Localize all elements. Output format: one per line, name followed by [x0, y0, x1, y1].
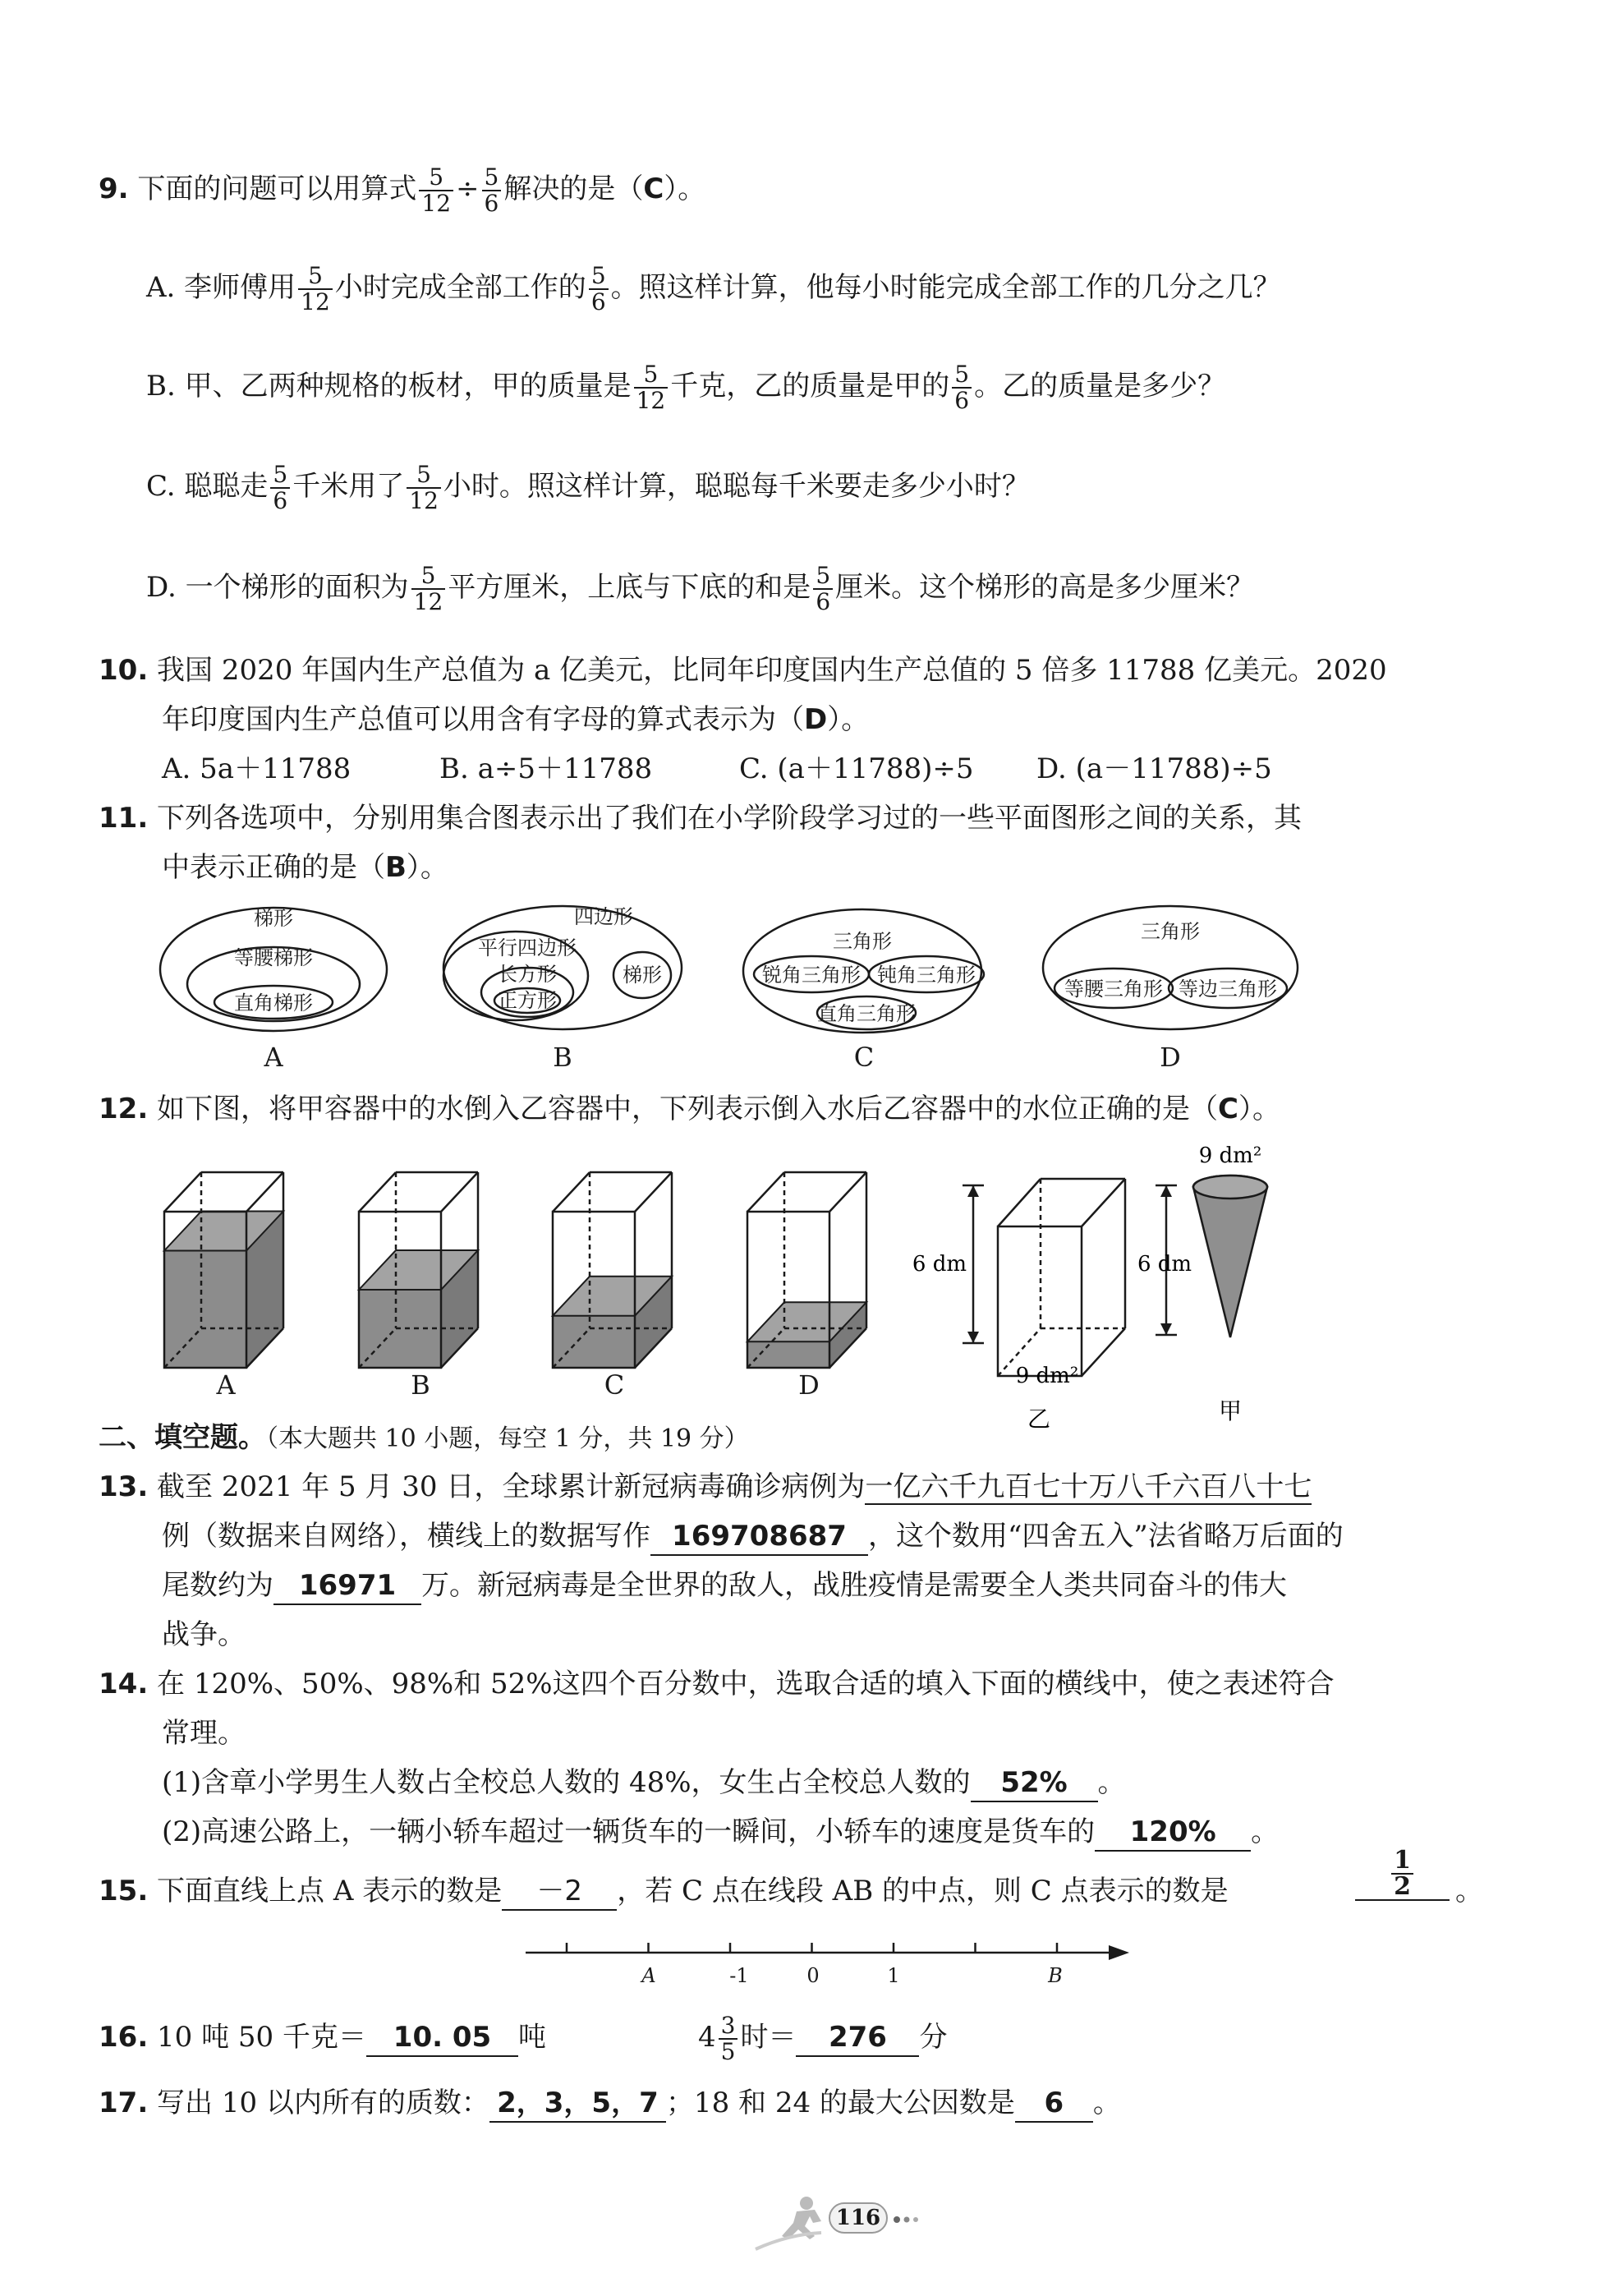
container-a: [164, 1172, 283, 1368]
page-number: 116: [835, 2206, 881, 2230]
svg-text:三角形: 三角形: [833, 930, 892, 953]
q10-answer: D: [804, 703, 828, 736]
svg-text:C: C: [853, 1042, 875, 1073]
container-c: [553, 1172, 672, 1368]
jia-height-label: 6 dm: [1137, 1252, 1192, 1277]
q10-line1: 10. 我国 2020 年国内生产总值为 a 亿美元，比同年印度国内生产总值的 5 倍多 11788 亿美元。2020: [99, 654, 1387, 687]
container-yi: [963, 1179, 1125, 1376]
svg-text:等腰三角形: 等腰三角形: [1064, 978, 1163, 1001]
jia-base-label: 9 dm²: [1198, 1143, 1262, 1168]
q10-line2: 年印度国内生产总值可以用含有字母的算式表示为（D）。: [162, 703, 870, 736]
container-d: [747, 1172, 866, 1368]
q16-part1: 16. 10 吨 50 千克＝ 10. 05 吨: [99, 2013, 546, 2062]
q11-venn-diagrams: [0, 895, 1599, 1084]
yi-label: 乙: [1027, 1406, 1051, 1433]
q17-blank-1: 2，3，5，7: [489, 2085, 666, 2123]
container-label-a: A: [216, 1369, 236, 1401]
q14-sub2: (2)高速公路上，一辆小轿车超过一辆货车的一瞬间，小轿车的速度是货车的 120% 。: [162, 1807, 1279, 1857]
q9-number: 9.: [99, 173, 129, 205]
q9-option-c: C. 聪聪走 $\frac{5}{6}$ 千米用了 $\frac{5}{12}$ 小时。照这样计算，聪聪每千米要走多少小时？: [146, 461, 1030, 514]
q15-number-line: [0, 1935, 1599, 2000]
q9-option-d: D. 一个梯形的面积为 $\frac{5}{12}$ 平方厘米，上底与下底的和是 $\frac{5}{6}$ 厘米。这个梯形的高是多少厘米？: [146, 562, 1255, 615]
q16-blank-2: 276: [796, 2019, 919, 2057]
q13-blank-2: 16971: [273, 1567, 421, 1605]
container-label-b: B: [411, 1369, 430, 1401]
q12-stem: 12. 如下图，将甲容器中的水倒入乙容器中，下列表示倒入水后乙容器中的水位正确的是（C）。: [99, 1093, 1280, 1125]
svg-text:平行四边形: 平行四边形: [478, 936, 577, 959]
tick-label-neg1: -1: [729, 1964, 749, 1987]
q9-option-a: A. 李师傅用 $\frac{5}{12}$ 小时完成全部工作的 $\frac{5}{6}$ 。照这样计算，他每小时能完成全部工作的几分之几？: [146, 262, 1281, 315]
runner-icon: [756, 2197, 821, 2249]
svg-text:等腰梯形: 等腰梯形: [234, 946, 313, 969]
tick-label-1: 1: [887, 1964, 900, 1987]
q17-stem: 17. 写出 10 以内所有的质数： 2，3，5，7 ；18 和 24 的最大公因数是 6 。: [99, 2078, 1121, 2128]
q9-stem: 9. 下面的问题可以用算式 $\frac{5}{12}$ ÷ $\frac{5}{6}$ 解决的是（C）。: [99, 163, 706, 217]
yi-height-label: 6 dm: [912, 1252, 967, 1277]
svg-text:四边形: 四边形: [574, 905, 633, 928]
page-number-badge: [739, 2185, 953, 2259]
q15-blank-2: $\frac{1}{2}$: [1355, 1848, 1450, 1901]
q11-line1: 11. 下列各选项中，分别用集合图表示出了我们在小学阶段学习过的一些平面图形之间的关系，其: [99, 802, 1303, 835]
svg-text:直角三角形: 直角三角形: [817, 1002, 916, 1025]
q13-underlined-number: 一亿六千九百七十万八千六百八十七: [865, 1470, 1312, 1503]
tick-label-0: 0: [806, 1964, 820, 1987]
q13-line2: 例（数据来自网络），横线上的数据写作 169708687 ，这个数用“四舍五入”法省略万后面的: [162, 1511, 1344, 1561]
q13-line1: 13. 截至 2021 年 5 月 30 日，全球累计新冠病毒确诊病例为一亿六千九百七十万八千六百八十七: [99, 1470, 1312, 1503]
q10-option-c: C. (a＋11788)÷5: [739, 752, 974, 785]
q11-answer: B: [385, 851, 407, 884]
container-label-c: C: [604, 1369, 625, 1401]
q14-sub1: (1)含章小学男生人数占全校总人数的 48%，女生占全校总人数的 52% 。: [162, 1758, 1126, 1807]
q12-answer: C: [1218, 1093, 1238, 1125]
q9-answer: C: [643, 173, 664, 205]
svg-text:长方形: 长方形: [498, 963, 557, 986]
q13-line4: 战争。: [162, 1618, 246, 1651]
q17-blank-2: 6: [1015, 2085, 1093, 2123]
q14-blank-1: 52%: [971, 1765, 1098, 1802]
svg-text:等边三角形: 等边三角形: [1179, 978, 1277, 1001]
svg-text:直角梯形: 直角梯形: [234, 992, 313, 1015]
q16-part2: 4 $\frac{3}{5}$ 时＝ 276 分: [698, 2012, 948, 2065]
q15-stem: 15. 下面直线上点 A 表示的数是 －2 ，若 C 点在线段 AB 的中点，则 C 点表示的数是: [99, 1866, 1229, 1916]
tick-label-b: B: [1048, 1964, 1063, 1987]
q10-option-b: B. a÷5＋11788: [439, 752, 653, 785]
container-label-d: D: [798, 1369, 820, 1401]
yi-base-label: 9 dm²: [1015, 1364, 1079, 1388]
svg-text:锐角三角形: 锐角三角形: [762, 964, 861, 987]
q10-option-a: A. 5a＋11788: [162, 752, 352, 785]
q11-line2: 中表示正确的是（B）。: [162, 851, 448, 884]
q14-line1: 14. 在 120%、50%、98%和 52%这四个百分数中，选取合适的填入下面的横线中，使之表述符合: [99, 1668, 1335, 1700]
svg-text:B: B: [553, 1042, 572, 1073]
svg-text:钝角三角形: 钝角三角形: [877, 964, 976, 987]
q14-line2: 常理。: [162, 1717, 246, 1750]
q16-blank-1: 10. 05: [366, 2019, 518, 2057]
svg-text:梯形: 梯形: [623, 964, 662, 987]
svg-text:正方形: 正方形: [498, 989, 557, 1012]
q13-line3: 尾数约为 16971 万。新冠病毒是全世界的敌人，战胜疫情是需要全人类共同奋斗的伟大: [162, 1561, 1287, 1610]
svg-text:A: A: [264, 1042, 283, 1073]
q9-option-b: B. 甲、乙两种规格的板材，甲的质量是 $\frac{5}{12}$ 千克，乙的质量是甲的 $\frac{5}{6}$ 。乙的质量是多少？: [146, 361, 1226, 414]
q10-option-d: D. (a－11788)÷5: [1036, 752, 1272, 785]
container-b: [359, 1172, 478, 1368]
venn-a-label-outer: 梯形: [254, 907, 293, 930]
section-2-heading: 二、填空题。（本大题共 10 小题，每空 1 分，共 19 分）: [99, 1421, 749, 1454]
q15-blank-1: －2: [502, 1873, 617, 1911]
q12-containers: [0, 1138, 1599, 1442]
q13-blank-1: 169708687: [650, 1518, 868, 1556]
tick-label-a: A: [641, 1964, 656, 1987]
q14-blank-2: 120%: [1095, 1814, 1251, 1852]
jia-label: 甲: [1218, 1397, 1243, 1424]
svg-text:D: D: [1160, 1042, 1181, 1073]
svg-text:三角形: 三角形: [1141, 920, 1200, 943]
